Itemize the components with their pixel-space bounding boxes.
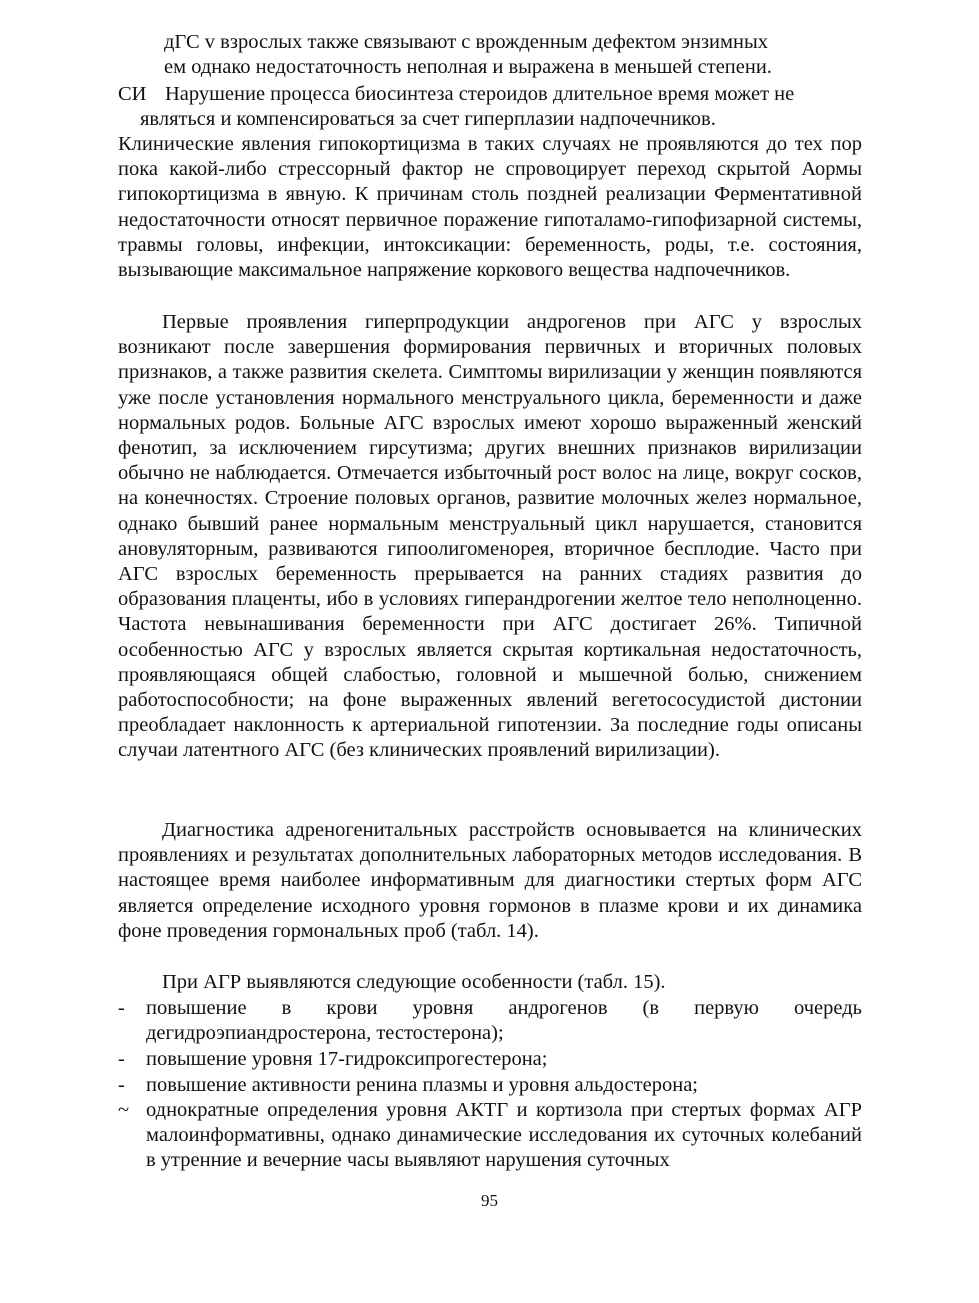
paragraph-4: Диагностика адреногенитальных расстройств основывается на клинических проявлениях и результатах дополнительных лабораторных методов исследования. В настоящее время наиболее информативным для диагностики стертых форм АГС является определение исходного уровня гормонов в плазме крови и их динамика фоне проведения гормональных проб (табл. 14). bbox=[118, 819, 862, 942]
bullet-mark-1: - bbox=[118, 997, 125, 1019]
paragraph-intro-line-1: дГС v взрослых также связывают с врожденным дефектом энзимных bbox=[164, 31, 768, 53]
bullet-item-2: повышение уровня 17-гидроксипрогестерона; bbox=[146, 1048, 548, 1070]
bullet-item-1: повышение в крови уровня андрогенов (в первую очередь дегидроэпиандростерона, тестостерона); bbox=[146, 997, 862, 1045]
bullet-mark-4: ~ bbox=[118, 1099, 130, 1121]
bullet-mark-3: - bbox=[118, 1074, 125, 1096]
paragraph-3: Первые проявления гиперпродукции андрогенов при АГС у взрослых возникают после завершения формирования первичных и вторичных половых признаков, а также развития скелета. Симптомы вирилизации у женщин появляются уже после установления нормального менструального цикла, беременности и даже нормальных родов. Больные АГС взрослых имеют хорошо выраженный женский фенотип, за исключением гирсутизма; других внешних признаков вирилизации обычно не наблюдается. Отмечается избыточный рост волос на лице, вокруг сосков, на конечностях. Строение половых органов, развитие молочных желез нормальное, однако бывший ранее нормальным менструальный цикл нарушается, становится ановуляторным, развиваются гипоолигоменорея, вторичное бесплодие. Часто при АГС взрослых беременность прерывается на ранних стадиях развития до образования плаценты, ибо в условиях гиперандрогении желтое тело неполноценно. Частота невынашивания беременности при АГС достигает 26%. Типичной особенностью АГС у взрослых является скрытая кортикальная недостаточность, проявляющаяся общей слабостью, головной и мышечной болью, снижением работоспособности; на фоне выраженных явлений вегетососудистой дистонии преобладает наклонность к артериальной гипотензии. За последние годы описаны случаи латентного АГС (без клинических проявлений вирилизации). bbox=[118, 311, 862, 762]
paragraph-2-body: Клинические явления гипокортицизма в таких случаях не проявляются до тех пор пока какой-либо стрессорный фактор не спровоцирует переход скрытой Аормы гипокортицизма в явную. К причинам столь поздней реализации Ферментативной недостаточности относят первичное поражение гипоталамо-гипофизарной системы, травмы головы, инфекции, интоксикации: беременность, роды, т.е. состояния, вызывающие максимальное напряжение коркового вещества надпочечников. bbox=[118, 133, 862, 282]
bullet-item-4: однократные определения уровня АКТГ и кортизола при стертых формах АГР малоинформативны, однако динамические исследования их суточных колебаний в утренние и вечерние часы выявляют нарушения суточных bbox=[146, 1099, 862, 1172]
paragraph-2-line-1: Нарушение процесса биосинтеза стероидов длительное время может не bbox=[165, 83, 795, 105]
paragraph-2-line-2: являться и компенсироваться за счет гиперплазии надпочечников. bbox=[140, 108, 716, 130]
bullet-item-3: повышение активности ренина плазмы и уровня альдостерона; bbox=[146, 1074, 698, 1096]
page-number: 95 bbox=[481, 1191, 498, 1210]
paragraph-marker: CИ bbox=[118, 83, 147, 105]
paragraph-intro-line-2: ем однако недостаточность неполная и выражена в меньшей степени. bbox=[164, 56, 772, 78]
bullet-mark-2: - bbox=[118, 1048, 125, 1070]
paragraph-5: При АГР выявляются следующие особенности (табл. 15). bbox=[162, 971, 666, 993]
